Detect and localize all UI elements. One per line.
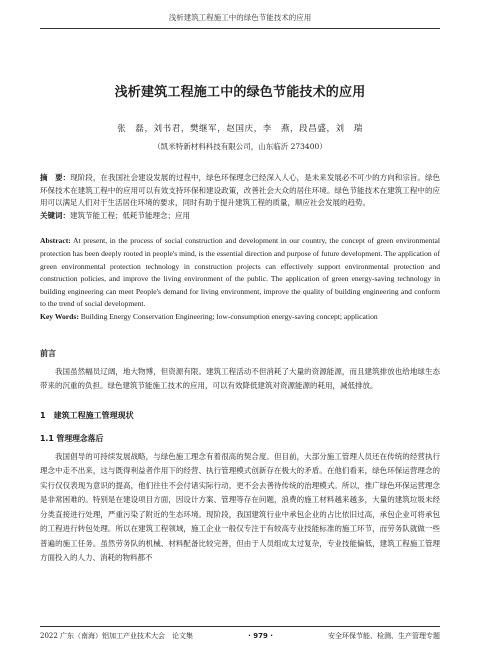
footer-proceedings: 2022 广东（南海）铝加工产业技术大会 论文集 <box>40 632 194 640</box>
keywords-cn <box>40 210 440 223</box>
abstract-en <box>40 235 440 311</box>
keywords-en <box>40 311 440 324</box>
section-1-1-heading: 1.1 管理理念落后 <box>40 433 104 443</box>
section-1-heading: 1 建筑工程施工管理现状 <box>40 410 134 420</box>
paper-title: 浅析建筑工程施工中的绿色节能技术的应用 <box>114 85 366 100</box>
page-number: · 979 · <box>248 632 273 640</box>
authors: 张 磊，刘书君，樊继军，赵国庆，李 燕，段昌盛，刘 瑞 <box>117 124 363 134</box>
footer-topic: 安全环保节能、检测、生产管理专题 <box>327 632 440 640</box>
section-1-1-paragraph: 我国倡导的可持续发展战略，与绿色施工理念有着很高的契合度。但目前，大部分施工管理人员还在传统的经营执行理念中走不出来，这与既得利益者作用下的经营、执行管理模式创新存在极大的矛盾。在他们看来，绿色环保运营理念的实行仅仅表现为意识的提高，他们往往不会付诸实际行动，更不会去善待传统的治理模式。所以，推广绿色环保运营理念是非常困难的。特别是在建设项目方面，因设计方案、管理等存在问题，浪费的施工材料越来越多，大量的建筑垃圾未经分类直接进行处理，严重污染了附近的生态环境。现阶段，我国建筑行业中承包企业的占比依旧过高，承包企业可将承包的工程进行转包处理。所以在建筑工程领域，施工企业一般仅专注于有较高专业技能标准的施工环节，而劳务队就做一些普遍的施工任务。虽然劳务队的机械、材料配备比较完善，但由于人员组成太过复杂，专业技能偏低，建筑工程施工管理方面投入的人力、消耗的物料都不 <box>40 451 440 563</box>
preface-paragraph: 我国虽然幅员辽阔，地大物博，但资源有限。建筑工程活动不但消耗了大量的资源能源，而且建筑排放也给地球生态带来的沉重的负担。绿色建筑节能施工技术的应用，可以有效降低建筑对资源能源的耗用，减低排放。 <box>40 366 440 391</box>
abstract-cn-label: 摘 要： <box>40 173 71 182</box>
affiliation: （凯米特新材料科技有限公司，山东临沂 273400） <box>153 142 327 151</box>
abstract-en-label: Abstract: <box>40 236 71 246</box>
keywords-cn-label: 关键词： <box>40 210 70 220</box>
keywords-cn-text: 建筑节能工程；低耗节能理念；应用 <box>70 210 190 220</box>
abstract-cn <box>40 172 440 210</box>
page-footer <box>40 626 440 643</box>
running-header: 浅析建筑工程施工中的绿色节能技术的应用 <box>40 0 440 29</box>
keywords-en-text: Building Energy Conservation Engineering; low-consumption energy-saving concept; application <box>78 311 378 321</box>
abstract-cn-text: 现阶段，在我国社会建设发展的过程中，绿色环保理念已经深入人心，是未来发展必不可少的方向和宗旨。绿色环保技术在建筑工程中的应用可以有效支持环保和建设政策，改善社会大众的居住环境。绿色节能技术在建筑工程中的应用可以满足人们对于生活居住环境的要求，同时有助于提升建筑工程的质量，顺应社会发展的趋势。 <box>40 173 441 208</box>
keywords-en-label: Key Words: <box>40 311 79 321</box>
abstract-en-text: At present, in the process of social construction and development in our country, the concept of green environmental protection has been deeply rooted in people's mind, is the essential direction and purpose of future development. The application of green environmental protection technology in construction projects can effectively support environmental protection and construction policies, and improve the living environment of the public. The application of green energy-saving technology in building engineering can meet People's demand for living environment, improve the quality of building engineering and conform to the trend of social development. <box>40 236 440 309</box>
preface-heading: 前言 <box>40 348 56 358</box>
